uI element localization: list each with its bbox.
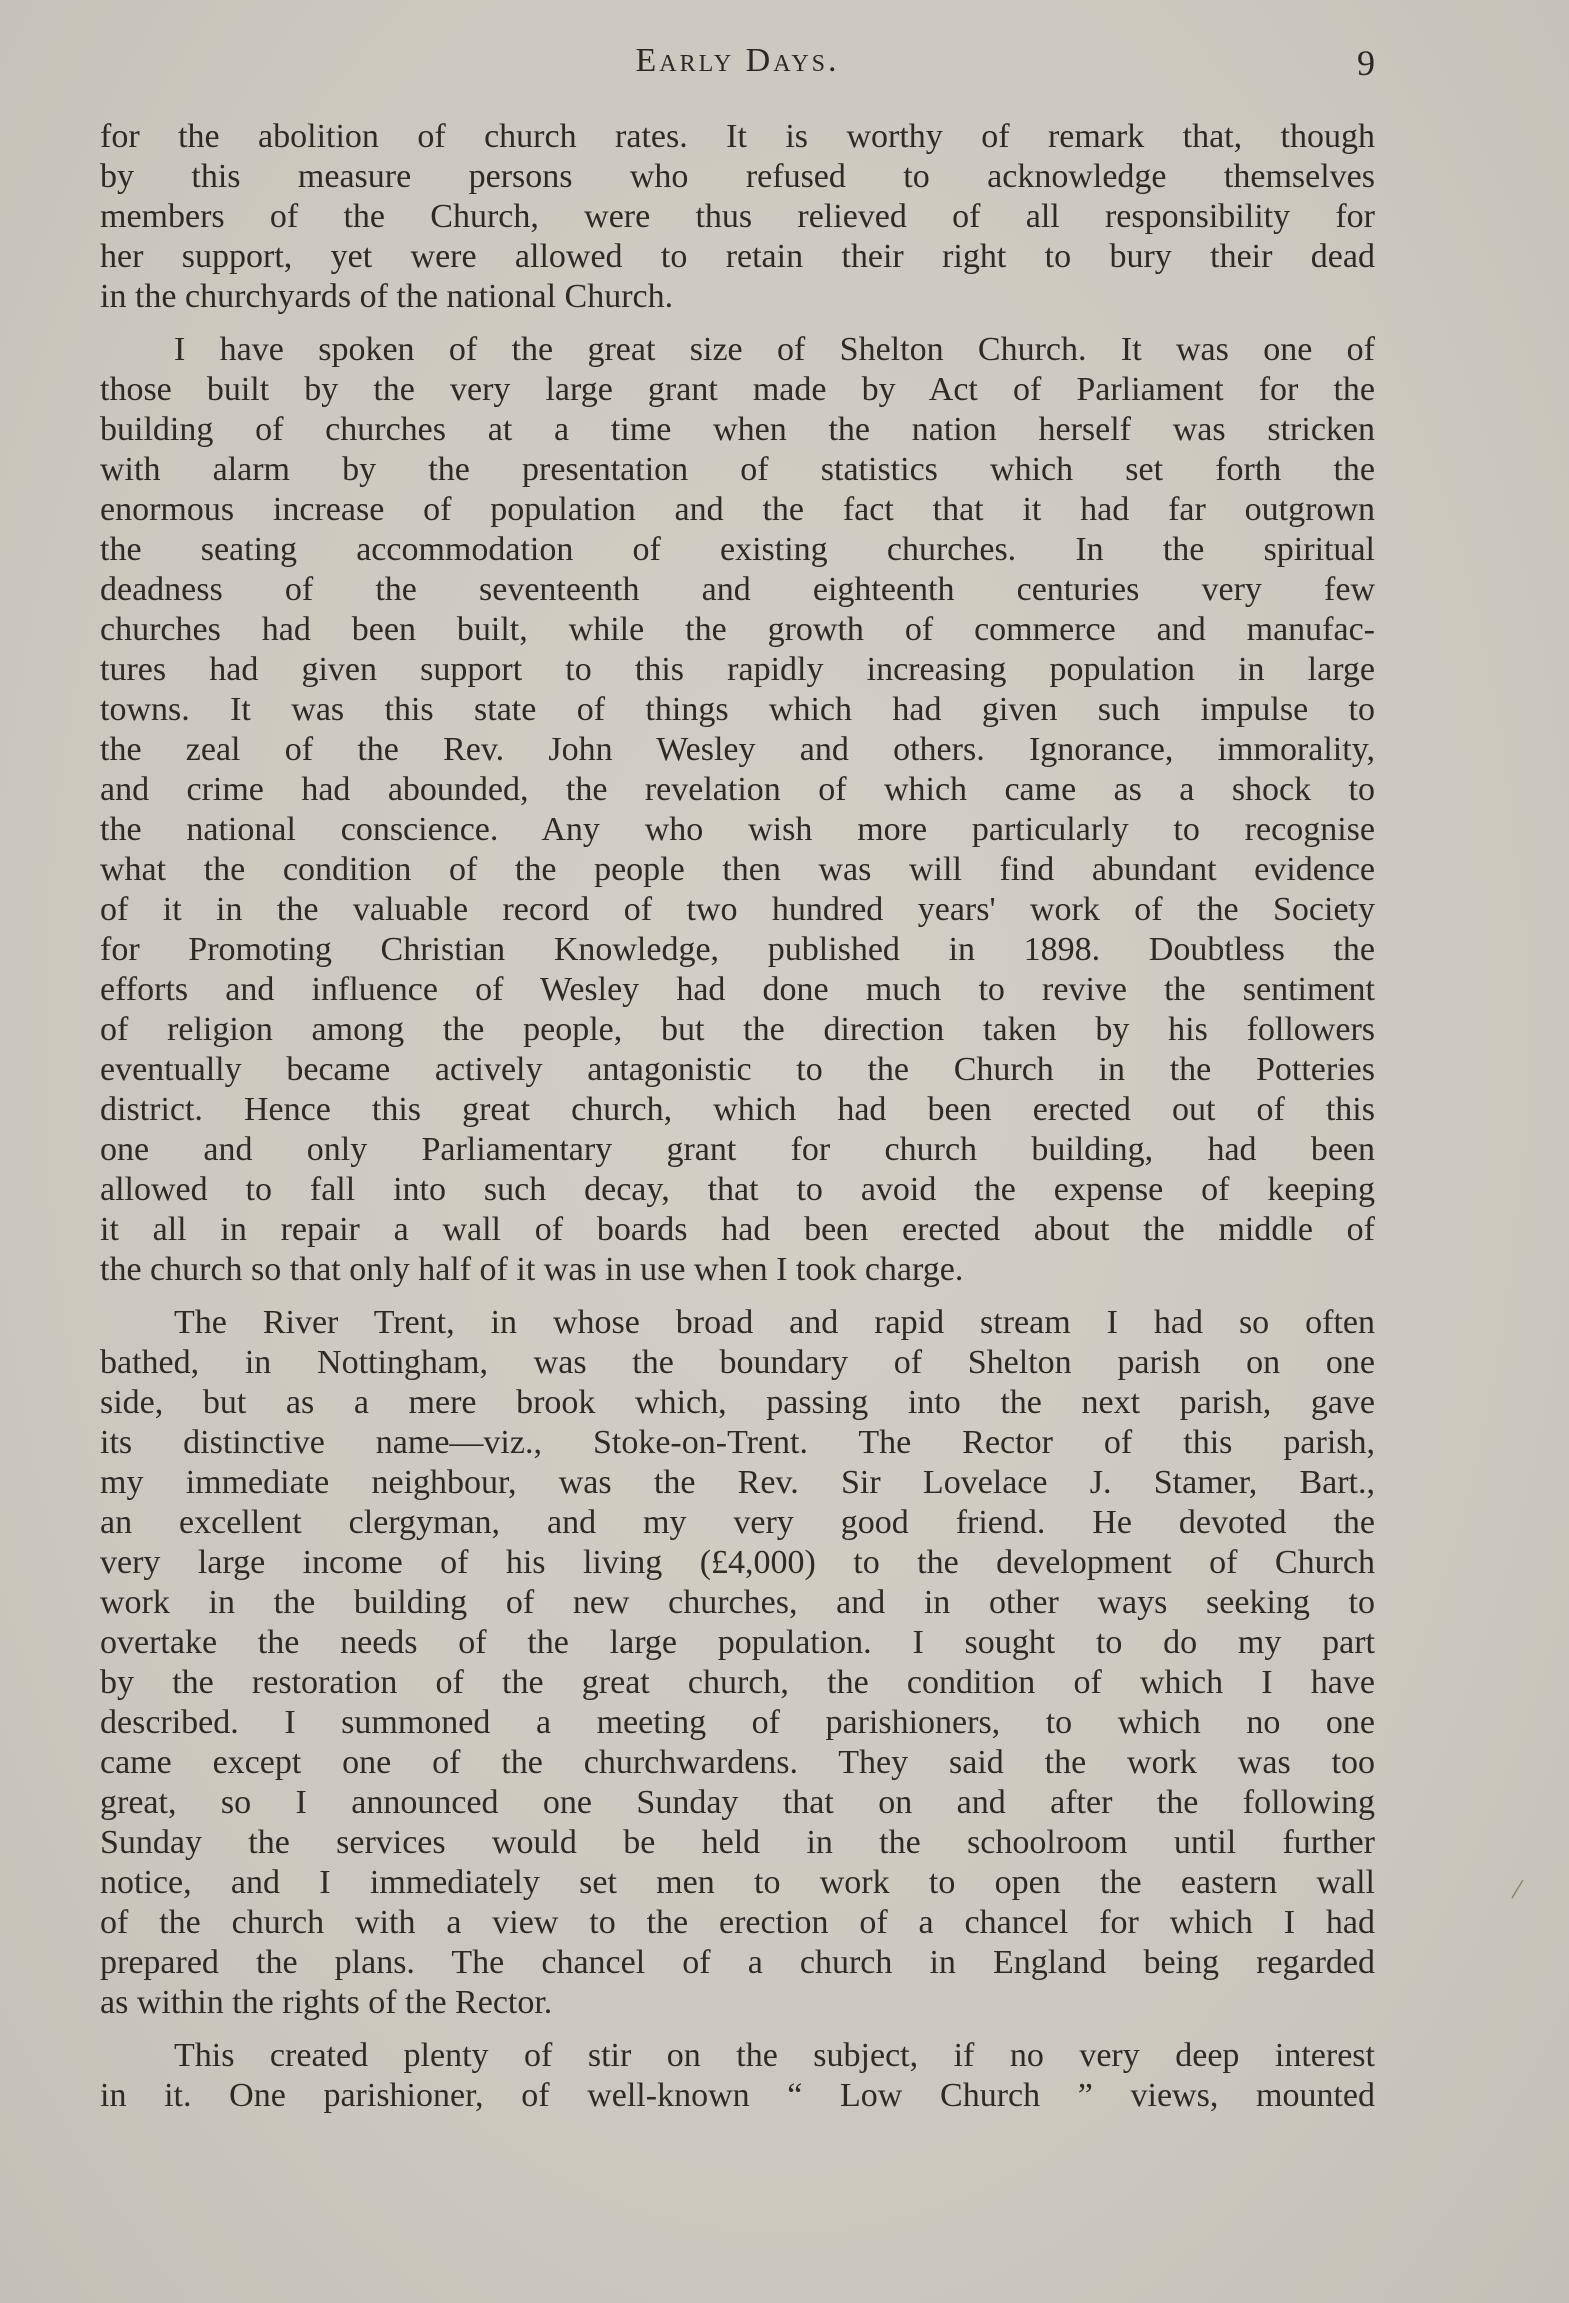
text-line: towns. It was this state of things which had given such impulse to	[100, 691, 1375, 728]
text-line: prepared the plans. The chancel of a church in England being regarded	[100, 1944, 1375, 1981]
text-line: one and only Parliamentary grant for church building, had been	[100, 1131, 1375, 1168]
text-line: side, but as a mere brook which, passing into the next parish, gave	[100, 1384, 1375, 1421]
text-line: churches had been built, while the growth of commerce and manufac-	[100, 611, 1375, 648]
text-line: This created plenty of stir on the subject, if no very deep interest	[174, 2037, 1375, 2074]
text-line: great, so I announced one Sunday that on and after the following	[100, 1784, 1375, 1821]
margin-pencil-mark: /	[1509, 1872, 1525, 1907]
text-line: bathed, in Nottingham, was the boundary of Shelton parish on one	[100, 1344, 1375, 1381]
text-line: The River Trent, in whose broad and rapid stream I had so often	[174, 1304, 1375, 1341]
text-line: by this measure persons who refused to acknowledge themselves	[100, 158, 1375, 195]
text-line: for the abolition of church rates. It is worthy of remark that, though	[100, 118, 1375, 155]
text-line: deadness of the seventeenth and eighteenth centuries very few	[100, 571, 1375, 608]
text-line: with alarm by the presentation of statistics which set forth the	[100, 451, 1375, 488]
text-line: I have spoken of the great size of Shelton Church. It was one of	[174, 331, 1375, 368]
text-line: it all in repair a wall of boards had been erected about the middle of	[100, 1211, 1375, 1248]
text-line: efforts and influence of Wesley had done much to revive the sentiment	[100, 971, 1375, 1008]
paragraph-4	[100, 2036, 1375, 2116]
paragraph-2	[100, 330, 1375, 1290]
text-line: for Promoting Christian Knowledge, published in 1898. Doubtless the	[100, 931, 1375, 968]
text-line: those built by the very large grant made by Act of Parliament for the	[100, 371, 1375, 408]
text-line: very large income of his living (£4,000) to the development of Church	[100, 1544, 1375, 1581]
text-line: tures had given support to this rapidly increasing population in large	[100, 651, 1375, 688]
text-line: her support, yet were allowed to retain their right to bury their dead	[100, 238, 1375, 275]
text-line: in it. One parishioner, of well-known “ Low Church ” views, mounted	[100, 2077, 1375, 2114]
text-line: members of the Church, were thus relieved of all responsibility for	[100, 198, 1375, 235]
body-text	[100, 117, 1375, 2129]
text-line: notice, and I immediately set men to work to open the eastern wall	[100, 1864, 1375, 1901]
text-line: of religion among the people, but the direction taken by his followers	[100, 1011, 1375, 1048]
text-line: eventually became actively antagonistic to the Church in the Potteries	[100, 1051, 1375, 1088]
text-line: my immediate neighbour, was the Rev. Sir Lovelace J. Stamer, Bart.,	[100, 1464, 1375, 1501]
text-line: of it in the valuable record of two hundred years' work of the Society	[100, 891, 1375, 928]
text-line: the zeal of the Rev. John Wesley and others. Ignorance, immorality,	[100, 731, 1375, 768]
running-title: Early Days.	[635, 42, 840, 79]
text-line: district. Hence this great church, which had been erected out of this	[100, 1091, 1375, 1128]
text-line: the church so that only half of it was in use when I took charge.	[100, 1251, 964, 1288]
text-line: the national conscience. Any who wish more particularly to recognise	[100, 811, 1375, 848]
text-line: the seating accommodation of existing churches. In the spiritual	[100, 531, 1375, 568]
text-line: Sunday the services would be held in the schoolroom until further	[100, 1824, 1375, 1861]
text-line: came except one of the churchwardens. They said the work was too	[100, 1744, 1375, 1781]
text-line: in the churchyards of the national Church.	[100, 278, 674, 315]
text-line: overtake the needs of the large population. I sought to do my part	[100, 1624, 1375, 1661]
text-line: by the restoration of the great church, the condition of which I have	[100, 1664, 1375, 1701]
page-number: 9	[1357, 43, 1375, 83]
paragraph-1	[100, 117, 1375, 317]
paragraph-3	[100, 1303, 1375, 2023]
text-line: enormous increase of population and the fact that it had far outgrown	[100, 491, 1375, 528]
text-line: its distinctive name—viz., Stoke-on-Trent. The Rector of this parish,	[100, 1424, 1375, 1461]
text-line: described. I summoned a meeting of parishioners, to which no one	[100, 1704, 1375, 1741]
text-line: work in the building of new churches, and in other ways seeking to	[100, 1584, 1375, 1621]
text-line: building of churches at a time when the nation herself was stricken	[100, 411, 1375, 448]
text-line: allowed to fall into such decay, that to avoid the expense of keeping	[100, 1171, 1375, 1208]
text-line: and crime had abounded, the revelation of which came as a shock to	[100, 771, 1375, 808]
text-line: as within the rights of the Rector.	[100, 1984, 553, 2021]
text-line: an excellent clergyman, and my very good friend. He devoted the	[100, 1504, 1375, 1541]
text-line: what the condition of the people then was will find abundant evidence	[100, 851, 1375, 888]
page-header	[100, 42, 1375, 92]
text-line: of the church with a view to the erection of a chancel for which I had	[100, 1904, 1375, 1941]
